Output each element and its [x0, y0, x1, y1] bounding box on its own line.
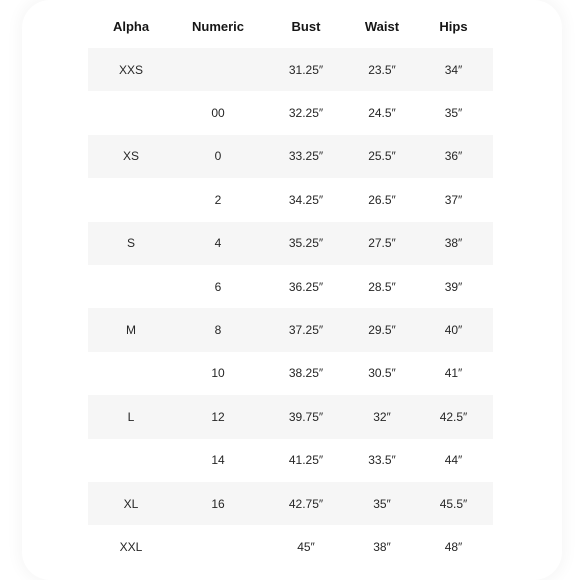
cell-waist: 32″ — [350, 395, 414, 438]
cell-numeric: 16 — [174, 482, 262, 525]
cell-bust: 37.25″ — [262, 308, 350, 351]
cell-alpha: XL — [88, 482, 174, 525]
cell-hips: 41″ — [414, 352, 493, 395]
cell-waist: 29.5″ — [350, 308, 414, 351]
cell-numeric: 4 — [174, 222, 262, 265]
table-row — [88, 222, 493, 265]
header-row — [88, 5, 493, 48]
cell-waist: 28.5″ — [350, 265, 414, 308]
cell-numeric: 12 — [174, 395, 262, 438]
cell-waist: 38″ — [350, 525, 414, 568]
table-row — [88, 395, 493, 438]
cell-alpha: XXS — [88, 48, 174, 91]
cell-numeric: 10 — [174, 352, 262, 395]
header-alpha: Alpha — [112, 19, 150, 34]
cell-bust: 33.25″ — [262, 135, 350, 178]
cell-bust: 32.25″ — [262, 91, 350, 134]
cell-waist: 30.5″ — [350, 352, 414, 395]
cell-hips: 36″ — [414, 135, 493, 178]
cell-alpha — [88, 439, 174, 482]
cell-waist: 35″ — [350, 482, 414, 525]
table-row — [88, 91, 493, 134]
cell-hips: 34″ — [414, 48, 493, 91]
cell-bust: 39.75″ — [262, 395, 350, 438]
cell-numeric — [174, 48, 262, 91]
cell-waist: 24.5″ — [350, 91, 414, 134]
table-row — [88, 178, 493, 221]
cell-hips: 37″ — [414, 178, 493, 221]
cell-alpha — [88, 91, 174, 134]
cell-waist: 25.5″ — [350, 135, 414, 178]
cell-waist: 27.5″ — [350, 222, 414, 265]
cell-bust: 35.25″ — [262, 222, 350, 265]
table-row — [88, 525, 493, 568]
cell-alpha: S — [88, 222, 174, 265]
header-numeric: Numeric — [191, 19, 245, 34]
cell-alpha — [88, 178, 174, 221]
cell-hips: 42.5″ — [414, 395, 493, 438]
cell-waist: 33.5″ — [350, 439, 414, 482]
cell-numeric: 14 — [174, 439, 262, 482]
cell-alpha: XXL — [88, 525, 174, 568]
cell-bust: 42.75″ — [262, 482, 350, 525]
cell-numeric: 6 — [174, 265, 262, 308]
table-row — [88, 135, 493, 178]
cell-hips: 39″ — [414, 265, 493, 308]
table-row — [88, 439, 493, 482]
size-chart-table — [88, 5, 493, 569]
size-chart-header — [88, 5, 493, 48]
cell-hips: 38″ — [414, 222, 493, 265]
cell-hips: 44″ — [414, 439, 493, 482]
cell-hips: 35″ — [414, 91, 493, 134]
table-row — [88, 265, 493, 308]
cell-waist: 26.5″ — [350, 178, 414, 221]
cell-numeric: 0 — [174, 135, 262, 178]
cell-hips: 48″ — [414, 525, 493, 568]
table-row — [88, 48, 493, 91]
cell-alpha — [88, 265, 174, 308]
table-row — [88, 352, 493, 395]
cell-numeric: 00 — [174, 91, 262, 134]
cell-hips: 45.5″ — [414, 482, 493, 525]
cell-numeric: 8 — [174, 308, 262, 351]
header-hips: Hips — [439, 19, 468, 34]
header-bust: Bust — [291, 19, 321, 34]
header-waist: Waist — [364, 19, 400, 34]
cell-alpha — [88, 352, 174, 395]
table-row — [88, 482, 493, 525]
size-chart-body — [88, 48, 493, 569]
cell-bust: 36.25″ — [262, 265, 350, 308]
cell-alpha: XS — [88, 135, 174, 178]
cell-hips: 40″ — [414, 308, 493, 351]
cell-waist: 23.5″ — [350, 48, 414, 91]
cell-numeric: 2 — [174, 178, 262, 221]
table-row — [88, 308, 493, 351]
cell-bust: 31.25″ — [262, 48, 350, 91]
cell-numeric — [174, 525, 262, 568]
cell-bust: 41.25″ — [262, 439, 350, 482]
cell-bust: 34.25″ — [262, 178, 350, 221]
cell-alpha: M — [88, 308, 174, 351]
cell-bust: 38.25″ — [262, 352, 350, 395]
cell-bust: 45″ — [262, 525, 350, 568]
cell-alpha: L — [88, 395, 174, 438]
